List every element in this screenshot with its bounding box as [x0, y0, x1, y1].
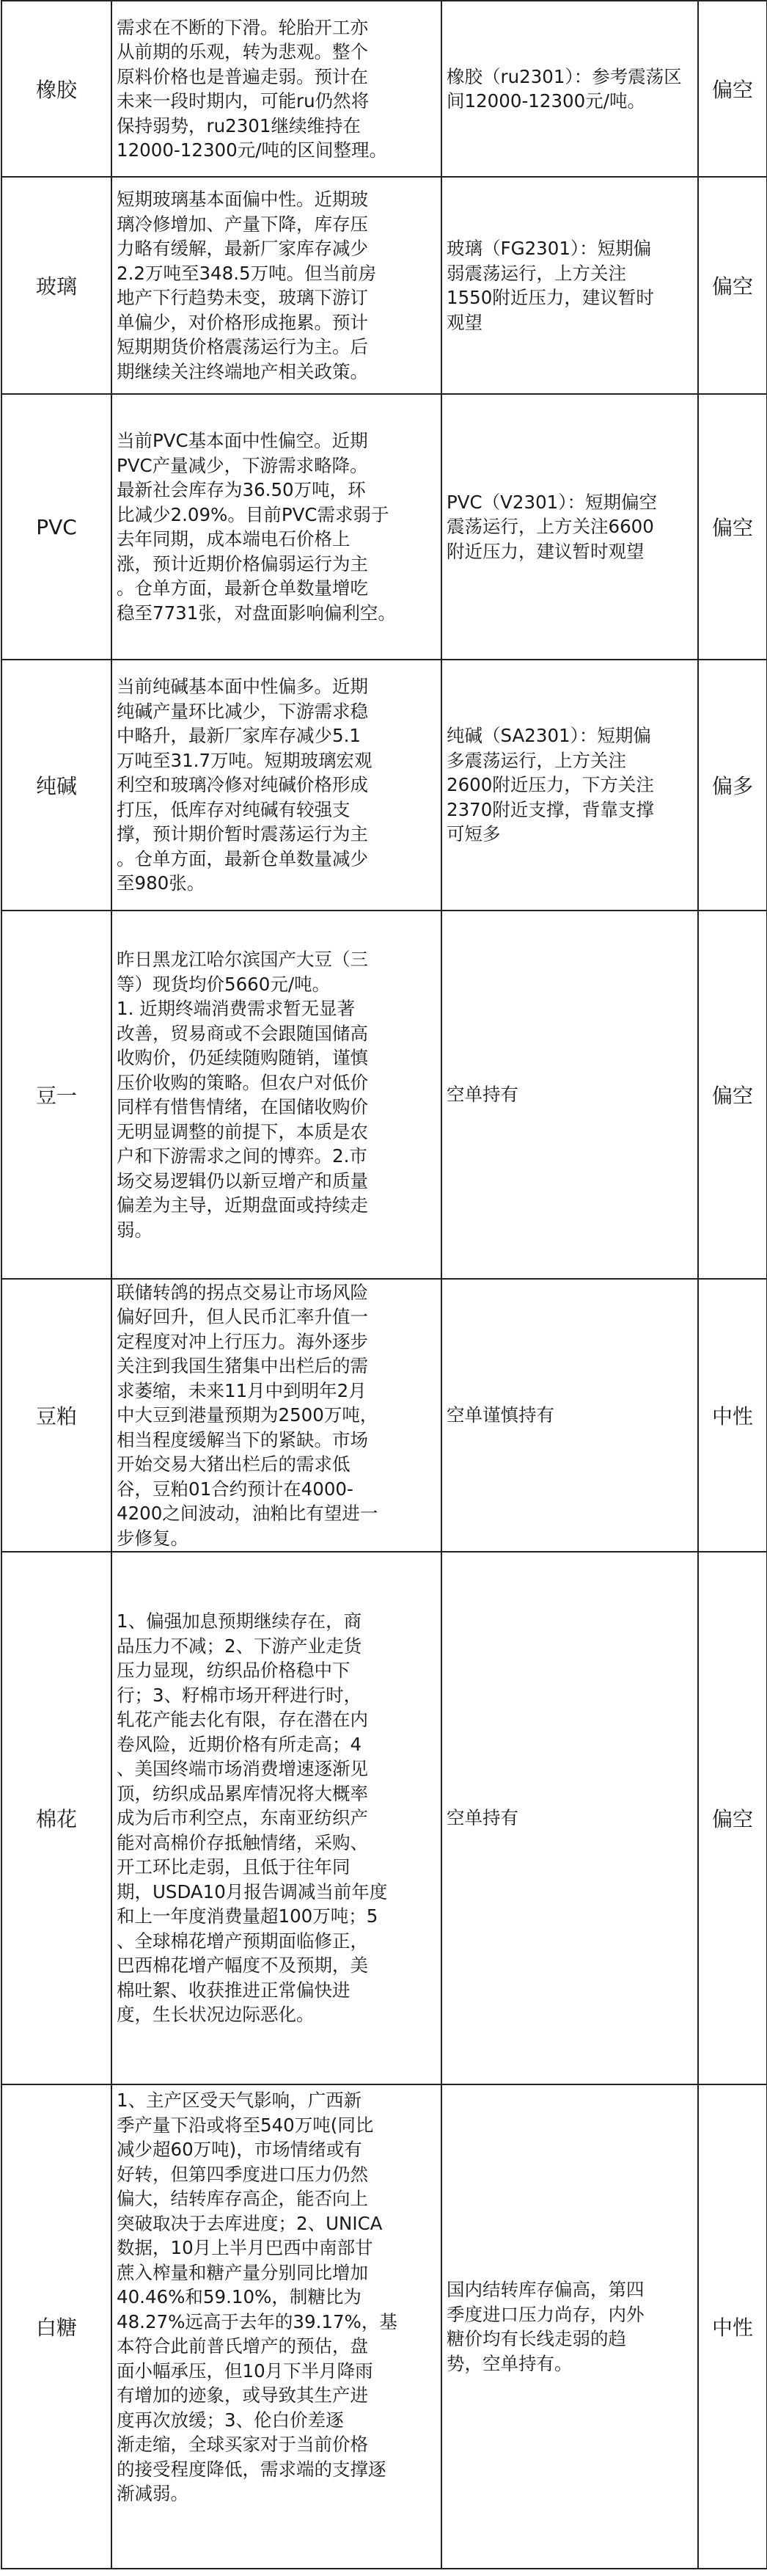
table-row: [1, 2084, 767, 2569]
fundamentals-text: 短期玻璃基本面偏中性。近期玻 璃冷修增加、产量下降，库存压 力略有缓解，最新厂家库存减少 2.2万吨至348.5万吨。但当前房 地产下行趋势未变，玻璃下游订 单偏少，对价格形成拖累。预计 短期期货价格震荡运行为主。后 期继续关注终端地产相关政策。: [111, 177, 441, 394]
table-row: [1, 1552, 767, 2084]
strategy-view: PVC（V2301）：短期偏空 震荡运行，上方关注6600 附近压力，建议暂时观望: [441, 394, 698, 660]
table-row: [1, 660, 767, 911]
fundamentals-text: 1、主产区受天气影响，广西新 季产量下沿或将至540万吨(同比 减少超60万吨)，市场情绪或有 好转，但第四季度进口压力仍然 偏大，结转库存高企，能否向上 突破取决于去库进度；2、UNICA 数据，10月上半月巴西中南部甘 蔗入榨量和糖产量分别同比增加 40.46%和59.10%，制糖比为 48.27%远高于去年的39.17%，基 本符合此前普氏增产的预估，盘 面小幅承压，但10月下半月降雨 有增加的迹象，或导致其生产进 度再次放缓；3、伦白价差逐 渐走缩，全球买家对于当前价格 的接受程度降低，需求端的支撑逐 渐减弱。: [111, 2084, 441, 2569]
product-name: 白糖: [1, 2084, 111, 2569]
fundamentals-text: 当前PVC基本面中性偏空。近期 PVC产量减少，下游需求略降。 最新社会库存为36.50万吨，环 比减少2.09%。目前PVC需求弱于 去年同期，成本端电石价格上 涨，预计近期价格偏弱运行为主 。仓单方面，最新仓单数量增吃 稳至7731张，对盘面影响偏利空。: [111, 394, 441, 660]
fundamentals-text: 昨日黑龙江哈尔滨国产大豆（三 等）现货均价5660元/吨。 1. 近期终端消费需求暂无显著 改善，贸易商或不会跟随国储高 收购价，仍延续随购随销，谨慎 压价收购的策略。但农户对低价 同样有惜售情绪，在国储收购价 无明显调整的前提下，本质是农 户和下游需求之间的博弈。2.市 场交易逻辑仍以新豆增产和质量 偏差为主导，近期盘面或持续走 弱。: [111, 911, 441, 1279]
direction-label: 偏空: [698, 1, 767, 177]
direction-label: 偏空: [698, 1552, 767, 2084]
fundamentals-text: 当前纯碱基本面中性偏多。近期 纯碱产量环比减少，下游需求稳 中略升，最新厂家库存减少5.1 万吨至31.7万吨。短期玻璃宏观 利空和玻璃冷修对纯碱价格形成 打压，低库存对纯碱有较强支 撑，预计期价暂时震荡运行为主 。仓单方面，最新仓单数量减少 至980张。: [111, 660, 441, 911]
strategy-view: 橡胶（ru2301）：参考震荡区 间12000-12300元/吨。: [441, 1, 698, 177]
product-name: PVC: [1, 394, 111, 660]
product-name: 玻璃: [1, 177, 111, 394]
strategy-view: 空单谨慎持有: [441, 1279, 698, 1552]
table-row: [1, 394, 767, 660]
strategy-view: 空单持有: [441, 911, 698, 1279]
table-row: [1, 177, 767, 394]
fundamentals-text: 联储转鸽的拐点交易让市场风险 偏好回升，但人民币汇率升值一 定程度对冲上行压力。海外逐步 关注到我国生猪集中出栏后的需 求萎缩，未来11月中到明年2月 中大豆到港量预期为2500万吨， 相当程度缓解当下的紧缺。市场 开始交易大猪出栏后的需求低 谷，豆粕01合约预计在4000- 4200之间波动，油粕比有望进一 步修复。: [111, 1279, 441, 1552]
fundamentals-text: 1、偏强加息预期继续存在，商 品压力不减；2、下游产业走货 压力显现，纺织品价格稳中下 行；3、籽棉市场开秤进行时， 轧花产能去化有限，存在潜在内 卷风险，近期价格有所走高；4 、美国终端市场消费增速逐渐见 顶，纺织成品累库情况将大概率 成为后市利空点，东南亚纺织产 能对高棉价存抵触情绪，采购、 开工环比走弱，且低于往年同 期，USDA10月报告调减当前年度 和上一年度消费量超100万吨；5 、全球棉花增产预期面临修正， 巴西棉花增产幅度不及预期，美 棉吐絮、收获推进正常偏快进 度，生长状况边际恶化。: [111, 1552, 441, 2084]
strategy-view: 玻璃（FG2301）：短期偏 弱震荡运行，上方关注 1550附近压力，建议暂时 观望: [441, 177, 698, 394]
direction-label: 偏空: [698, 911, 767, 1279]
product-name: 棉花: [1, 1552, 111, 2084]
strategy-view: 空单持有: [441, 1552, 698, 2084]
fundamentals-text: 需求在不断的下滑。轮胎开工亦 从前期的乐观，转为悲观。整个 原料价格也是普遍走弱。预计在 未来一段时期内，可能ru仍然将 保持弱势，ru2301继续维持在 12000-12300元/吨的区间整理。: [111, 1, 441, 177]
table-row: [1, 1279, 767, 1552]
product-name: 豆一: [1, 911, 111, 1279]
product-name: 豆粕: [1, 1279, 111, 1552]
futures-view-table: [1, 0, 767, 2569]
product-name: 纯碱: [1, 660, 111, 911]
strategy-view: 纯碱（SA2301）：短期偏 多震荡运行，上方关注 2600附近压力，下方关注 2370附近支撑，背靠支撑 可短多: [441, 660, 698, 911]
strategy-view: 国内结转库存偏高，第四 季度进口压力尚存，内外 糖价均有长线走弱的趋 势，空单持有。: [441, 2084, 698, 2569]
direction-label: 偏多: [698, 660, 767, 911]
direction-label: 中性: [698, 1279, 767, 1552]
direction-label: 中性: [698, 2084, 767, 2569]
product-name: 橡胶: [1, 1, 111, 177]
table-row: [1, 1, 767, 177]
table-row: [1, 911, 767, 1279]
direction-label: 偏空: [698, 177, 767, 394]
direction-label: 偏空: [698, 394, 767, 660]
